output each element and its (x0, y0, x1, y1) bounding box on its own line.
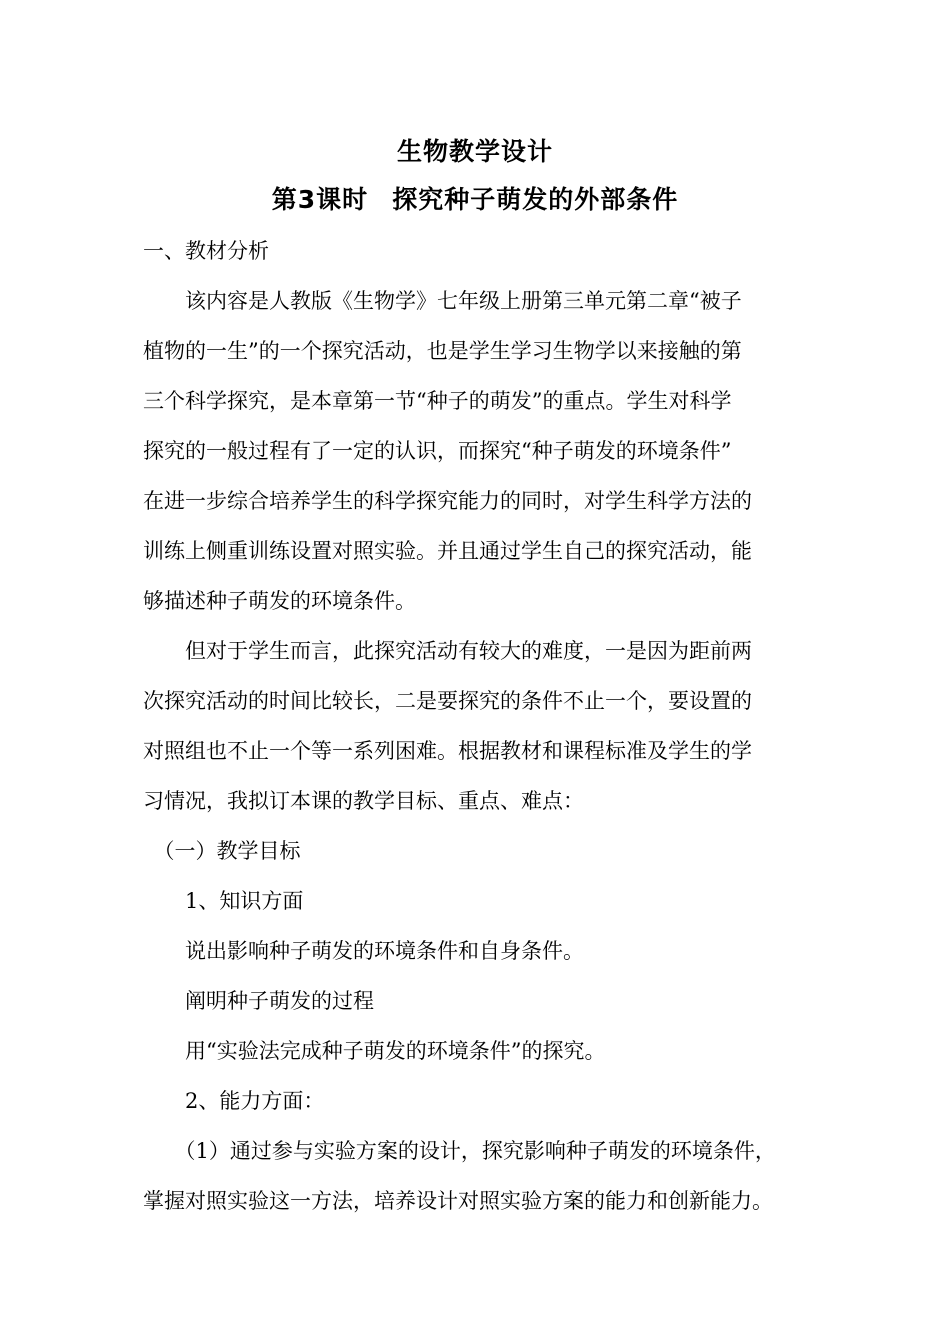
paragraph-line: 习情况，我拟订本课的教学目标、重点、难点： (143, 789, 584, 813)
paragraph-line: 在进一步综合培养学生的科学探究能力的同时，对学生科学方法的 (143, 489, 752, 513)
goals-heading: （一）教学目标 (143, 839, 301, 863)
ability-heading: 2、能力方面： (143, 1089, 325, 1113)
paragraph-line: 训练上侧重训练设置对照实验。并且通过学生自己的探究活动，能 (143, 539, 752, 563)
lesson-subtitle (0, 185, 950, 215)
paragraph-line: 但对于学生而言，此探究活动有较大的难度，一是因为距前两 (143, 639, 752, 663)
knowledge-heading: 1、知识方面 (143, 889, 304, 913)
paragraph-line: 探究的一般过程有了一定的认识，而探究“种子萌发的环境条件” (143, 439, 732, 463)
ability-item-line: 掌握对照实验这一方法，培养设计对照实验方案的能力和创新能力。 (143, 1189, 773, 1213)
paragraph-line: 该内容是人教版《生物学》七年级上册第三单元第二章“被子 (143, 289, 742, 313)
knowledge-item: 阐明种子萌发的过程 (143, 989, 374, 1013)
paragraph-line: 对照组也不止一个等一系列困难。根据教材和课程标准及学生的学 (143, 739, 752, 763)
document-title: 生物教学设计 (396, 137, 553, 166)
lesson-topic: 探究种子萌发的外部条件 (392, 185, 679, 214)
knowledge-item: 说出影响种子萌发的环境条件和自身条件。 (143, 939, 584, 963)
lesson-number: 第3课时 (271, 185, 369, 214)
document-body (143, 226, 823, 1226)
section-heading: 一、教材分析 (143, 239, 269, 263)
paragraph-line: 次探究活动的时间比较长，二是要探究的条件不止一个，要设置的 (143, 689, 752, 713)
paragraph-line: 够描述种子萌发的环境条件。 (143, 589, 416, 613)
knowledge-item: 用“实验法完成种子萌发的环境条件”的探究。 (143, 1039, 606, 1063)
paragraph-line: 植物的一生”的一个探究活动，也是学生学习生物学以来接触的第 (143, 339, 742, 363)
ability-item-line: （1）通过参与实验方案的设计，探究影响种子萌发的环境条件， (143, 1139, 776, 1163)
paragraph-line: 三个科学探究，是本章第一节“种子的萌发”的重点。学生对科学 (143, 389, 732, 413)
